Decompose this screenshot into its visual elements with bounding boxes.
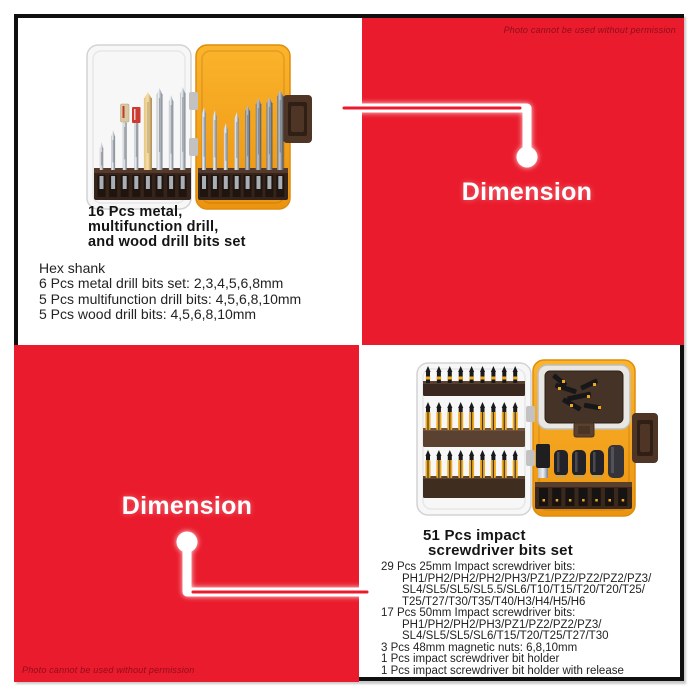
spec-line: PH1/PH2/PH2/PH3/PZ1/PZ2/PZ2/PZ3/	[402, 618, 602, 631]
spec-line: 17 Pcs 50mm Impact screwdriver bits:	[381, 607, 576, 619]
case1-latch	[283, 95, 312, 143]
product2-title-line2: screwdriver bits set	[428, 542, 573, 559]
case2-compartment	[538, 365, 630, 437]
case2-latch	[632, 413, 658, 463]
spec-line: 1 Pcs impact screwdriver bit holder with release	[381, 664, 624, 677]
spec-line: 29 Pcs 25mm Impact screwdriver bits:	[381, 561, 576, 573]
spec-line: PH1/PH2/PH2/PH2/PH3/PZ1/PZ2/PZ2/PZ2/PZ3/	[402, 572, 652, 585]
spec-line: 3 Pcs 48mm magnetic nuts: 6,8,10mm	[381, 641, 578, 654]
dimension-label-top: Dimension	[461, 178, 593, 206]
spec-line: 1 Pcs impact screwdriver bit holder	[381, 653, 560, 665]
product2-specs	[381, 562, 676, 677]
spec-line: SL4/SL5/SL5/SL6/T15/T20/T25/T27/T30	[402, 630, 609, 642]
product1-photo-drill-bits-case	[85, 42, 315, 214]
spec-line: T25/T27/T30/T35/T40/H3/H4/H5/H6	[402, 595, 586, 608]
spec-line: Hex shank	[39, 260, 106, 276]
drill-bits-case-illustration	[85, 42, 315, 214]
product1-specs	[39, 261, 301, 323]
product2-photo-screwdriver-bits-case	[412, 358, 662, 520]
product2-title-line1: 51 Pcs impact	[423, 527, 526, 544]
product2-title	[423, 528, 573, 558]
product1-title	[88, 205, 246, 250]
spec-line: 5 Pcs multifunction drill bits: 4,5,6,8,10mm	[39, 290, 302, 307]
product1-title-line2: multifunction drill,	[88, 219, 219, 235]
dimension-label-bottom: Dimension	[121, 492, 253, 520]
spec-line: 6 Pcs metal drill bits set: 2,3,4,5,6,8mm	[39, 275, 284, 292]
product1-title-line3: and wood drill bits set	[88, 234, 246, 250]
spec-line: SL4/SL5/SL5/SL5.5/SL6/T10/T15/T20/T20/T25/	[402, 584, 645, 596]
screwdriver-bits-case-illustration	[412, 358, 662, 520]
watermark-top: Photo cannot be used without permission	[503, 25, 676, 35]
product1-title-line1: 16 Pcs metal,	[88, 204, 183, 220]
spec-line: 5 Pcs wood drill bits: 4,5,6,8,10mm	[39, 306, 257, 323]
watermark-bottom: Photo cannot be used without permission	[22, 665, 195, 675]
